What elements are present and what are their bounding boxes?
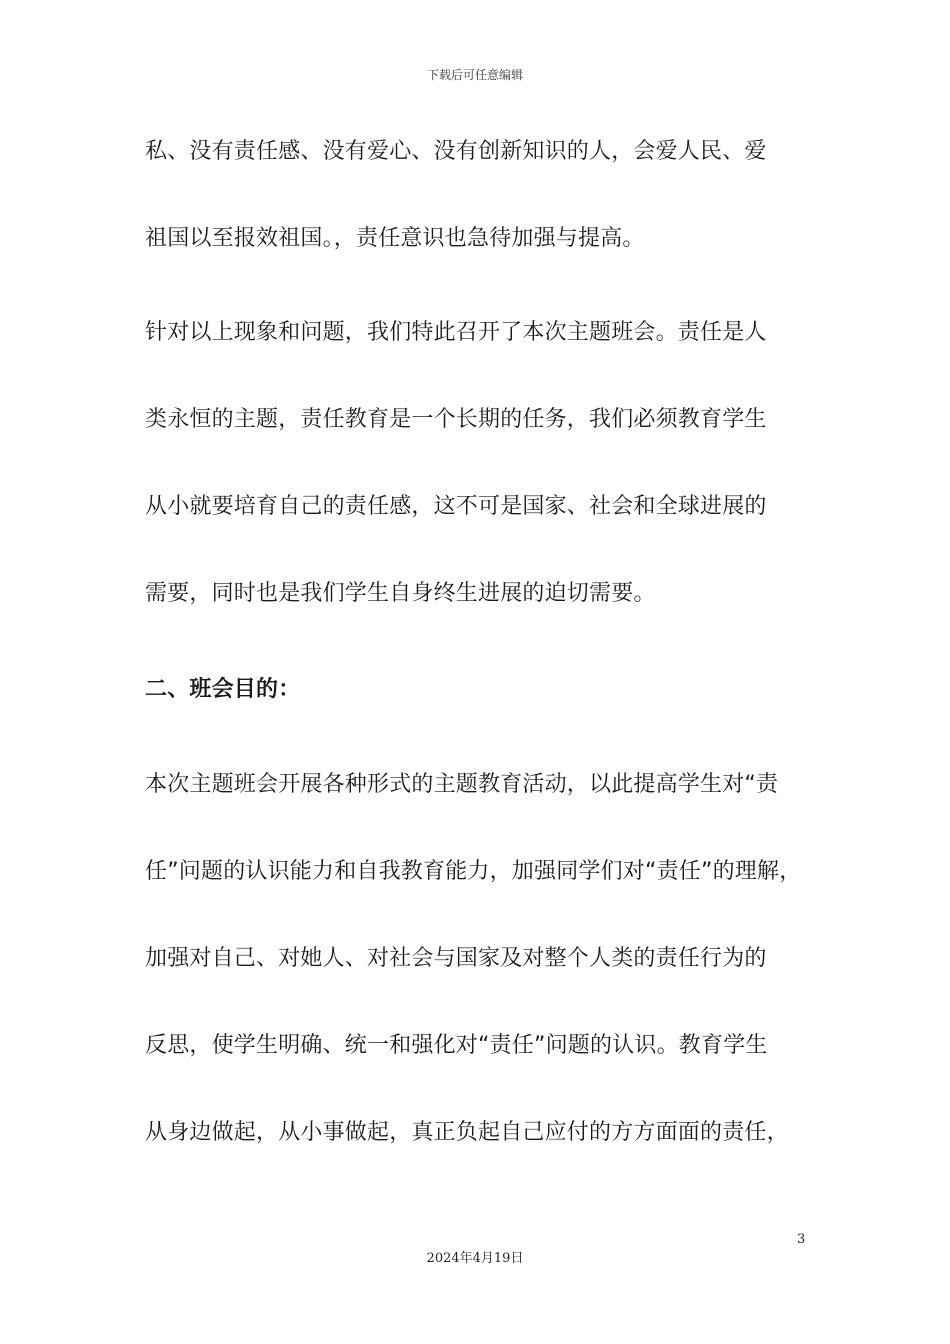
paragraph-line: 祖国以至报效祖国。，责任意识也急待加强与提高。 <box>145 226 645 251</box>
paragraph-line: 从小就要培育自己的责任感，这不可是国家、社会和全球进展的 <box>145 494 767 519</box>
paragraph-line: 加强对自己、对她人、对社会与国家及对整个人类的责任行为的 <box>145 946 767 971</box>
paragraph-line: 私、没有责任感、没有爱心、没有创新知识的人，会爱人民、爱 <box>145 139 767 164</box>
paragraph-line: 反思，使学生明确、统一和强化对“责任”问题的认识。教育学生 <box>145 1033 768 1058</box>
paragraph-line: 类永恒的主题，责任教育是一个长期的任务，我们必须教育学生 <box>145 407 767 432</box>
page-number: 3 <box>797 1232 806 1247</box>
paragraph-line: 需要，同时也是我们学生自身终生进展的迫切需要。 <box>145 581 656 606</box>
header-note: 下载后可任意编辑 <box>426 68 523 82</box>
paragraph-line: 从身边做起，从小事做起，真正负起自己应付的方方面面的责任， <box>145 1120 789 1145</box>
paragraph-line: 针对以上现象和问题，我们特此召开了本次主题班会。责任是人 <box>145 320 767 345</box>
paragraph-line: 本次主题班会开展各种形式的主题教育活动，以此提高学生对“责 <box>145 772 779 797</box>
paragraph-line: 任”问题的认识能力和自我教育能力，加强同学们对“责任”的理解， <box>145 859 802 884</box>
footer-date: 2024年4月19日 <box>426 1251 524 1266</box>
section-heading: 二、班会目的： <box>145 677 301 702</box>
